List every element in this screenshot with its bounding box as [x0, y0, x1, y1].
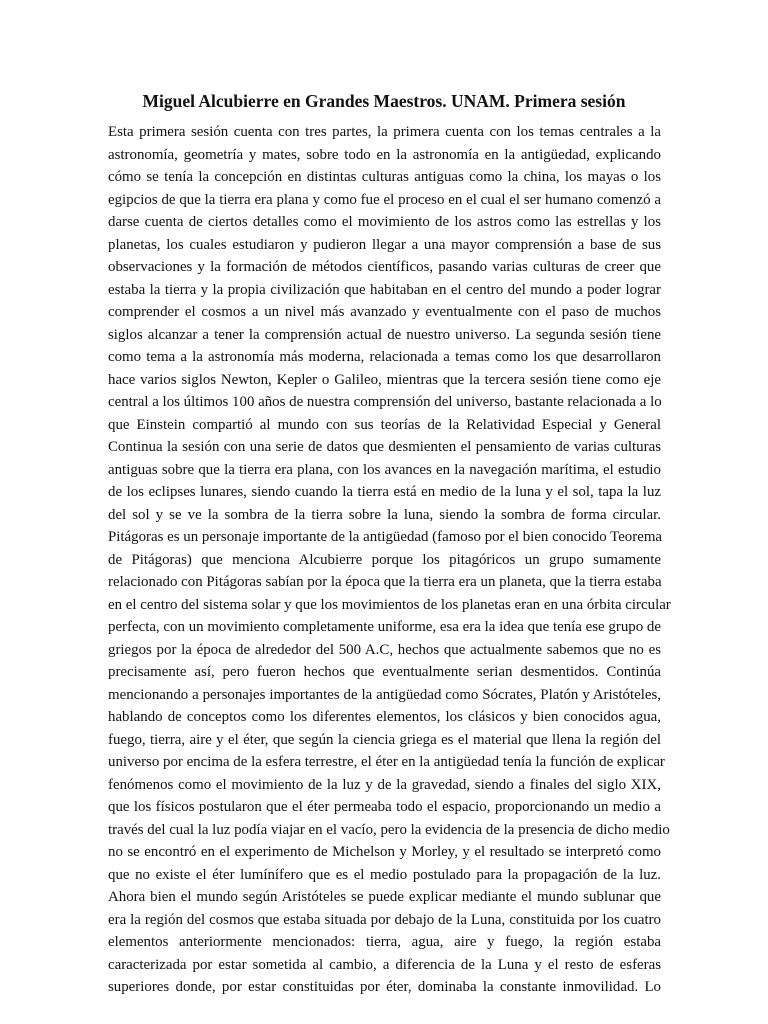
body-text-line: no se encontró en el experimento de Michelson y Morley, y el resultado se interpretó como: [108, 844, 661, 860]
body-text-line: observaciones y la formación de métodos científicos, pasando varias culturas de creer que: [108, 259, 661, 275]
body-text-line: mencionando a personajes importantes de la antigüedad como Sócrates, Platón y Aristóteles,: [108, 686, 661, 703]
body-text-line: que Einstein compartió al mundo con sus teorías de la Relatividad Especial y General: [108, 416, 661, 433]
body-text-line: Continua la sesión con una serie de datos que desmienten el pensamiento de varias culturas: [108, 439, 661, 455]
body-text-line: que no existe el éter lumínífero que es el medio postulado para la propagación de la luz.: [108, 866, 661, 883]
body-text-line: precisamente así, pero fueron hechos que eventualmente serian desmentidos. Continúa: [108, 664, 661, 680]
body-text-line: estaba la tierra y la propia civilización que habitaban en el centro del mundo a poder lograr: [108, 281, 661, 298]
body-text-line: en el centro del sistema solar y que los movimientos de los planetas eran en una órbita circular: [108, 596, 671, 613]
body-text-line: Pitágoras es un personaje importante de la antigüedad (famoso por el bien conocido Teorema: [108, 529, 663, 545]
body-text-line: de los eclipses lunares, siendo cuando la tierra está en medio de la luna y el sol, tapa la luz: [108, 484, 661, 500]
body-text-line: perfecta, con un movimiento completamente uniforme, esa era la idea que tenía ese grupo de: [108, 619, 661, 635]
body-text-line: través del cual la luz podía viajar en el vacío, pero la evidencia de la presencia de dicho medio: [108, 821, 670, 838]
body-text-line: darse cuenta de ciertos detalles como el movimiento de los astros como las estrellas y los: [108, 214, 661, 230]
body-text-line: fenómenos como el movimiento de la luz y de la gravedad, siendo a finales del siglo XIX,: [108, 776, 661, 793]
body-text-line: griegos por la época de alrededor del 500 A.C, hechos que actualmente sabemos que no es: [108, 641, 661, 658]
body-text-line: fuego, tierra, aire y el éter, que según la ciencia griega es el material que llena la región del: [108, 731, 661, 748]
body-text-line: como tema a la astronomía más moderna, relacionada a temas como los que desarrollaron: [108, 349, 661, 365]
body-text-line: hace varios siglos Newton, Kepler o Galileo, mientras que la tercera sesión tiene como eje: [108, 371, 661, 388]
body-text-line: Esta primera sesión cuenta con tres partes, la primera cuenta con los temas centrales a la: [108, 124, 661, 140]
body-text-line: caracterizada por estar sometida al cambio, a diferencia de la Luna y el resto de esferas: [108, 956, 661, 973]
body-text-line: que los físicos postularon que el éter permeaba todo el espacio, proporcionando un medio a: [108, 799, 661, 815]
body-text-line: universo por encima de la esfera terrestre, el éter en la antigüedad tenía la función de explicar: [108, 754, 665, 770]
body-text-line: comprender el cosmos a un nivel más avanzado y eventualmente con el paso de muchos: [108, 304, 661, 320]
body-text-line: era la región del cosmos que estaba situada por debajo de la Luna, constituida por los cuatro: [108, 911, 661, 928]
body-text-line: del sol y se ve la sombra de la tierra sobre la luna, siendo la sombra de forma circular.: [108, 506, 661, 523]
body-text-line: elementos anteriormente mencionados: tierra, agua, aire y fuego, la región estaba: [108, 934, 661, 950]
body-text-line: superiores donde, por estar constituidas por éter, dominaba la constante inmovilidad. Lo: [108, 979, 661, 995]
body-text-line: cómo se tenía la concepción en distintas culturas antiguas como la china, los mayas o los: [108, 169, 661, 185]
body-text-line: planetas, los cuales estudiaron y pudieron llegar a una mayor comprensión a base de sus: [108, 236, 661, 253]
body-text-line: central a los últimos 100 años de nuestra comprensión del universo, bastante relacionada a lo: [108, 394, 662, 410]
body-text-line: hablando de conceptos como los diferentes elementos, los clásicos y bien conocidos agua,: [108, 709, 661, 725]
body-text-line: antiguas sobre que la tierra era plana, con los avances en la navegación marítima, el estudio: [108, 461, 661, 478]
body-text-line: Ahora bien el mundo según Aristóteles se puede explicar mediante el mundo sublunar que: [108, 889, 661, 905]
document-title: Miguel Alcubierre en Grandes Maestros. UNAM. Primera sesión: [142, 91, 626, 111]
body-text-line: astronomía, geometría y mates, sobre todo en la astronomía en la antigüedad, explicando: [108, 146, 661, 163]
body-text-line: egipcios de que la tierra era plana y como fue el proceso en el cual el ser humano comenzó a: [108, 191, 661, 208]
body-text-line: relacionado con Pitágoras sabían por la época que la tierra era un planeta, que la tierra estaba: [108, 574, 662, 590]
body-text-line: de Pitágoras) que menciona Alcubierre porque los pitagóricos un grupo sumamente: [108, 551, 661, 568]
body-text-line: siglos alcanzar a tener la comprensión actual de nuestro universo. La segunda sesión tiene: [108, 326, 661, 343]
document-body: [108, 121, 671, 999]
